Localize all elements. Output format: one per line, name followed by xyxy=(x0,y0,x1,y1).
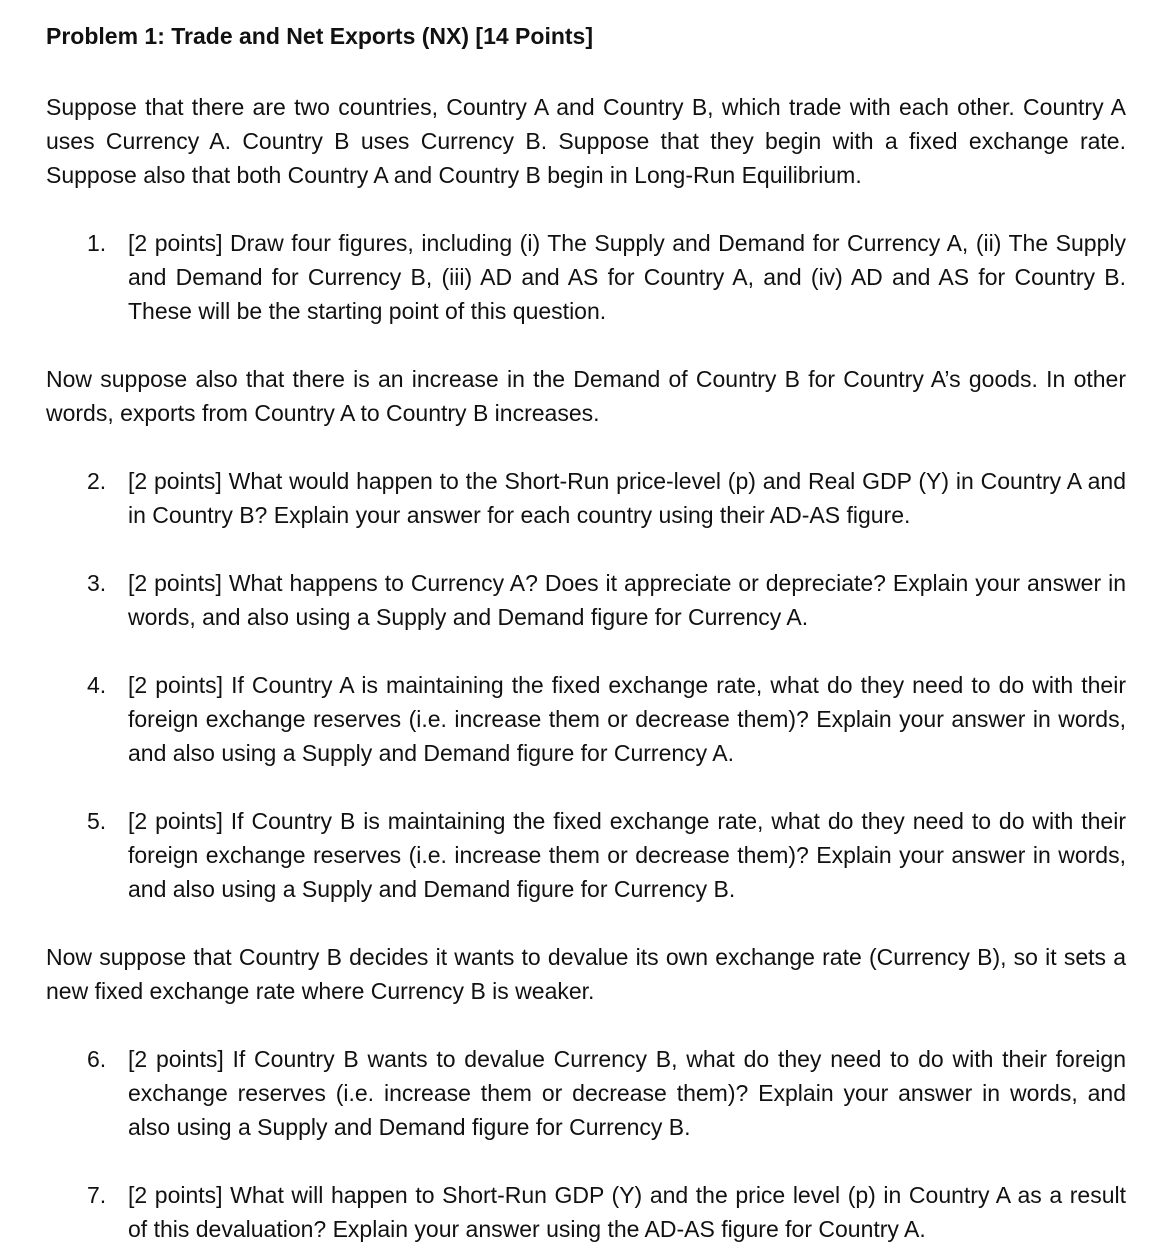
question-item xyxy=(46,668,1126,770)
question-list-part3 xyxy=(46,1042,1126,1246)
scenario-paragraph-exports: Now suppose also that there is an increase in the Demand of Country B for Country A’s goods. In other words, exports from Country A to Country B increases. xyxy=(46,366,1126,426)
question-number: 3. xyxy=(87,570,107,596)
question-item xyxy=(46,464,1126,532)
question-text: [2 points] What would happen to the Short-Run price-level (p) and Real GDP (Y) in Country A and in Country B? Explain your answer for each country using their AD-AS figure. xyxy=(128,468,1126,528)
question-item xyxy=(46,804,1126,906)
question-item xyxy=(46,1042,1126,1144)
intro-paragraph: Suppose that there are two countries, Country A and Country B, which trade with each other. Country A uses Currency A. Country B uses Currency B. Suppose that they begin with a fixed exchange rate. Suppose also that both Country A and Country B begin in Long-Run Equilibrium. xyxy=(46,94,1126,188)
problem-title: Problem 1: Trade and Net Exports (NX) [14 Points] xyxy=(46,23,593,49)
question-number: 5. xyxy=(87,808,107,834)
scenario-paragraph-devaluation: Now suppose that Country B decides it wants to devalue its own exchange rate (Currency B), so it sets a new fixed exchange rate where Currency B is weaker. xyxy=(46,944,1126,1004)
question-text: [2 points] Draw four figures, including (i) The Supply and Demand for Currency A, (ii) The Supply and Demand for Currency B, (iii) AD and AS for Country A, and (iv) AD and AS for Country B. These will be the starting point of this question. xyxy=(128,230,1126,324)
question-number: 1. xyxy=(87,230,107,256)
question-list-part2 xyxy=(46,464,1126,906)
question-text: [2 points] If Country B is maintaining the fixed exchange rate, what do they need to do with their foreign exchange reserves (i.e. increase them or decrease them)? Explain your answer in words, and also using a Supply and Demand figure for Currency B. xyxy=(128,808,1126,902)
question-number: 2. xyxy=(87,468,107,494)
question-item xyxy=(46,566,1126,634)
question-text: [2 points] If Country B wants to devalue Currency B, what do they need to do with their foreign exchange reserves (i.e. increase them or decrease them)? Explain your answer in words, and also using a Supply and Demand figure for Currency B. xyxy=(128,1046,1126,1140)
question-number: 6. xyxy=(87,1046,107,1072)
question-list-part1 xyxy=(46,226,1126,328)
question-number: 7. xyxy=(87,1182,107,1208)
question-item xyxy=(46,226,1126,328)
question-text: [2 points] What will happen to Short-Run GDP (Y) and the price level (p) in Country A as a result of this devaluation? Explain your answer using the AD-AS figure for Country A. xyxy=(128,1182,1126,1242)
question-item xyxy=(46,1178,1126,1246)
question-number: 4. xyxy=(87,672,107,698)
question-text: [2 points] What happens to Currency A? Does it appreciate or depreciate? Explain your answer in words, and also using a Supply and Demand figure for Currency A. xyxy=(128,570,1126,630)
document-page xyxy=(46,20,1126,1246)
question-text: [2 points] If Country A is maintaining the fixed exchange rate, what do they need to do with their foreign exchange reserves (i.e. increase them or decrease them)? Explain your answer in words, and also using a Supply and Demand figure for Currency A. xyxy=(128,672,1126,766)
